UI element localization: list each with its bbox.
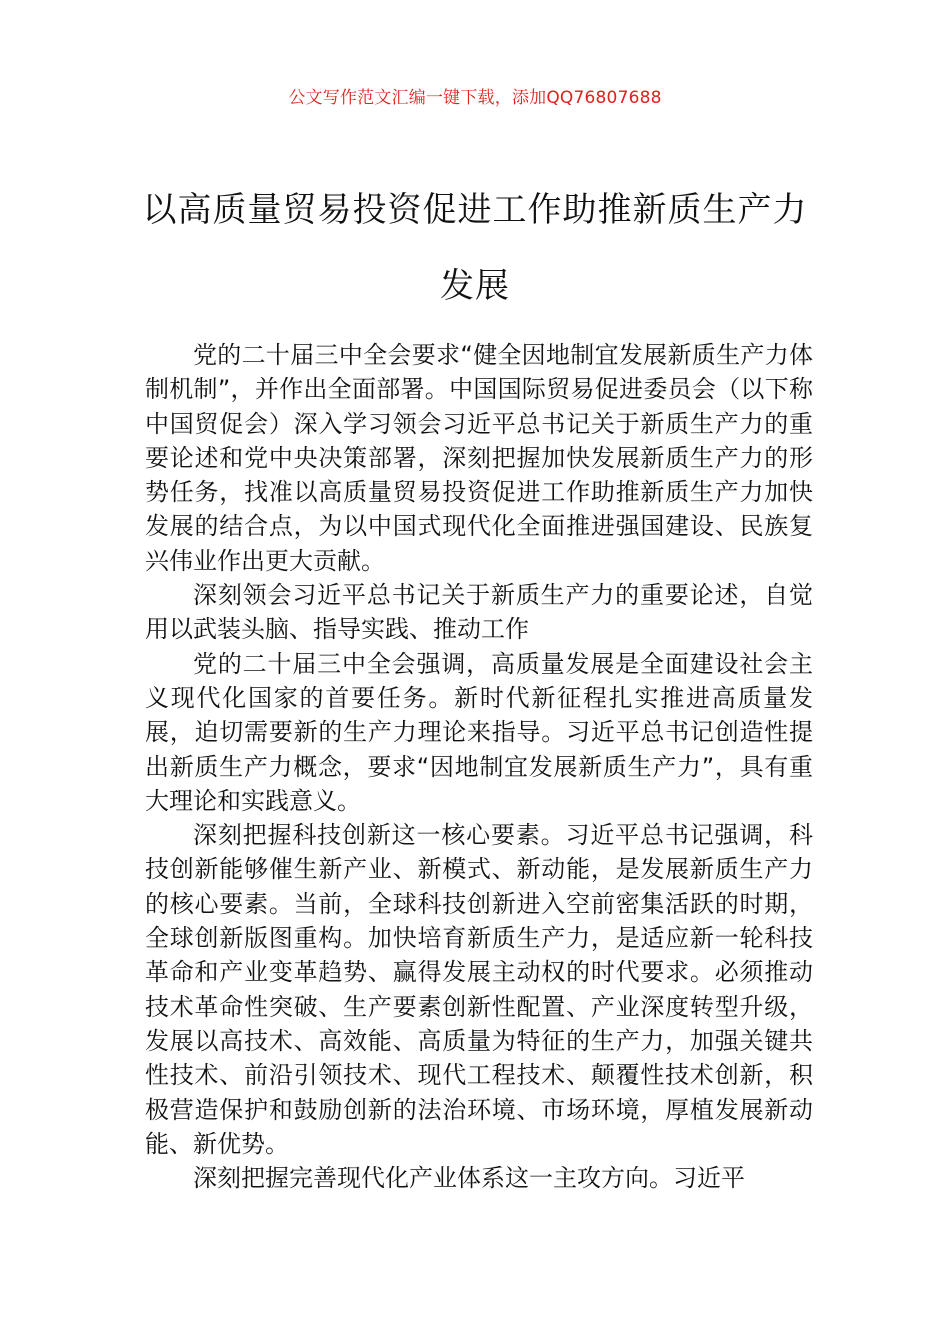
document-title: 以高质量贸易投资促进工作助推新质生产力发展 — [142, 190, 808, 306]
section-heading: 深刻领会习近平总书记关于新质生产力的重要论述，自觉用以武装头脑、指导实践、推动工作 — [145, 581, 813, 644]
paragraph: 党的二十届三中全会要求“健全因地制宜发展新质生产力体制机制”，并作出全面部署。中国国际贸易促进委员会（以下称中国贸促会）深入学习领会习近平总书记关于新质生产力的重要论述和党中央决策部署，深刻把握加快发展新质生产力的形势任务，找准以高质量贸易投资促进工作助推新质生产力加快发展的结合点，为以中国式现代化全面推进强国建设、民族复兴伟业作出更大贡献。 — [145, 341, 813, 575]
paragraph: 深刻把握完善现代化产业体系这一主攻方向。习近平 — [193, 1164, 745, 1193]
paragraph: 党的二十届三中全会强调，高质量发展是全面建设社会主义现代化国家的首要任务。新时代新征程扎实推进高质量发展，迫切需要新的生产力理论来指导。习近平总书记创造性提出新质生产力概念，要求“因地制宜发展新质生产力”，具有重大理论和实践意义。 — [145, 649, 813, 815]
paragraph: 深刻把握科技创新这一核心要素。习近平总书记强调，科技创新能够催生新产业、新模式、新动能，是发展新质生产力的核心要素。当前，全球科技创新进入空前密集活跃的时期，全球创新版图重构。加快培育新质生产力，是适应新一轮科技革命和产业变革趋势、赢得发展主动权的时代要求。必须推动技术革命性突破、生产要素创新性配置、产业深度转型升级，发展以高技术、高效能、高质量为特征的生产力，加强关键共性技术、前沿引领技术、现代工程技术、颠覆性技术创新，积极营造保护和鼓励创新的法治环境、市场环境，厚植发展新动能、新优势。 — [145, 821, 813, 1158]
document-body — [145, 338, 813, 1195]
download-banner: 公文写作范文汇编一键下载，添加QQ76807688 — [288, 88, 662, 108]
